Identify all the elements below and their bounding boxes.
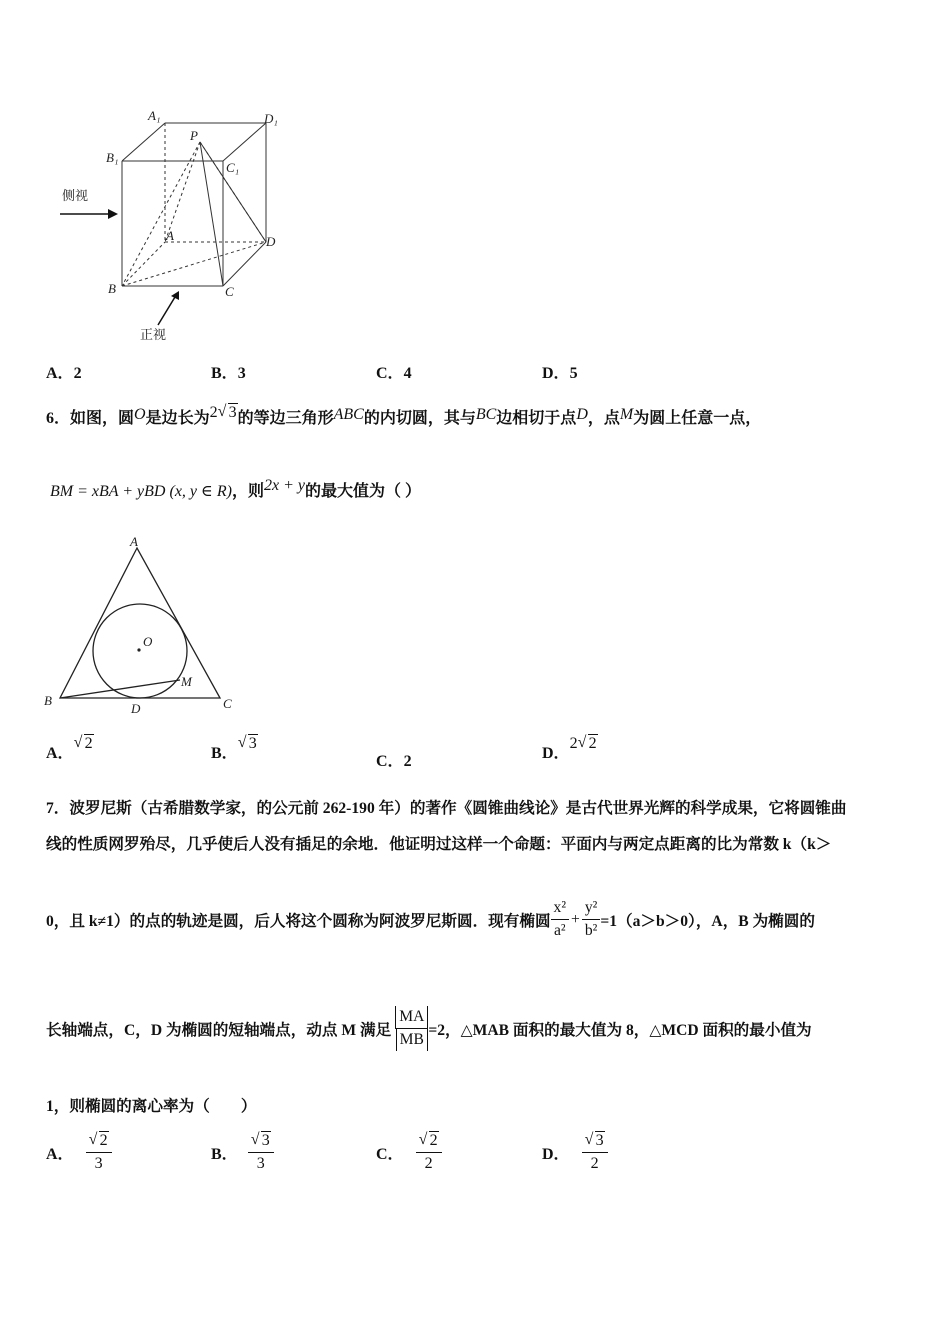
option-value: 2 [73,365,82,382]
edge-B1A1 [122,123,165,161]
label-C: C [225,284,234,299]
front-view-arrowhead [171,291,179,300]
q6-text: ，点 [587,410,620,427]
q7-line-5: 1，则椭圆的离心率为（ ） [46,1098,257,1115]
q7-line-2: 线的性质网罗殆尽，几乎使后人没有插足的余地．他证明过这样一个命题：平面内与两定点距离的比为常数 k（k＞ [46,836,832,853]
q7-line-4 [46,1006,812,1051]
q5-option-c[interactable] [376,360,412,383]
option-letter: B． [211,365,238,382]
option-letter: A． [46,745,74,762]
q6-point-d: D [576,406,588,423]
option-letter: C． [376,753,404,770]
q6-text: ，则 [231,483,264,500]
option-value: 4 [403,365,412,382]
option-value: √ $\frac{3}{3}$ [248,1130,274,1175]
q6-text: 的内切圆，其与 [363,410,476,427]
label-A1: A₁ [148,108,161,123]
q6-text: 为圆上任意一点， [633,410,762,427]
q6-option-c[interactable] [376,748,412,771]
q6-option-d[interactable] [542,735,598,763]
q7-text: 长轴端点，C，D 为椭圆的短轴端点，动点 M 满足 [46,1021,392,1039]
option-letter: A． [46,365,74,382]
side-view-label: 侧视 [62,188,89,203]
label-D: D [266,234,276,249]
option-value: 5 [569,365,578,382]
option-letter: D． [542,745,570,762]
q7-option-c[interactable] [376,1130,442,1175]
q6-line-1 [46,405,761,428]
label-A: A [166,228,174,243]
q6-option-a[interactable] [46,735,94,763]
hidden-edge-BA [122,242,165,286]
fig6-label-d: D [131,701,141,716]
edge-PD-solid [200,142,266,242]
ellipse-x-term: $\frac{\text{x²}}{\text{a²}}$ [551,897,569,942]
q6-abc: ABC [333,406,364,423]
q5-option-a[interactable] [46,360,82,383]
option-value: √ $\frac{2}{2}$ [416,1130,442,1175]
q6-bc: BC [475,406,497,423]
q7-option-d[interactable] [542,1130,608,1175]
q6-text: 6．如图，圆 [46,410,135,427]
q7-option-a[interactable] [46,1130,112,1175]
option-value: 2√ 2 [570,735,598,752]
q6-text: 的等边三角形 [237,410,334,427]
hidden-edge-PB [122,142,200,286]
option-value: √ $\frac{3}{2}$ [582,1130,608,1175]
q6-circle-o: O [134,406,146,423]
front-view-label: 正视 [140,327,167,342]
q6-option-b[interactable] [211,735,258,763]
side-view-arrowhead [108,209,118,219]
option-letter: C． [376,365,404,382]
fig6-label-m: M [181,674,192,689]
option-value: 2 [403,753,412,770]
fig6-label-o: O [143,634,153,649]
option-letter: C． [376,1146,404,1163]
triangle-abc [60,548,220,698]
label-C1: C₁ [226,160,240,175]
option-letter: A． [46,1146,74,1163]
q7-line-3 [46,897,815,942]
hidden-edge-PA [165,142,200,242]
segment-bm [60,680,180,698]
q6-text: 边相切于点 [496,410,577,427]
fig6-label-c: C [223,696,232,711]
q7-option-b[interactable] [211,1130,274,1175]
q7-text: 0，且 k≠1）的点的轨迹是圆，后人将这个圆称为阿波罗尼斯圆．现有椭圆 [46,912,551,930]
edge-C1D1 [223,123,266,161]
q5-option-d[interactable] [542,360,578,383]
edge-PC [200,142,223,286]
ellipse-y-term: $\frac{\text{y²}}{\text{b²}}$ [582,897,600,942]
q6-text: 是边长为 [145,410,210,427]
label-P: P [190,128,198,143]
ratio-ma-mb: $\frac{MA}{MB}$ [395,1006,428,1051]
option-value: 3 [237,365,246,382]
option-letter: D． [542,365,570,382]
label-D1: D₁ [264,111,278,126]
q6-point-m: M [619,406,634,423]
cube-pyramid-figure [40,100,300,350]
plus-sign: + [571,910,580,928]
label-B: B [108,281,116,296]
q5-option-b[interactable] [211,360,246,383]
label-B1: B₁ [106,150,119,165]
q6-target-expression: 2x + y [263,477,305,494]
option-value: √ 2 [74,735,94,752]
option-letter: B． [211,745,238,762]
fig6-label-b: B [44,693,52,708]
q7-text: =1（a＞b＞0），A，B 为椭圆的 [600,912,815,930]
q7-text: =2，△MAB 面积的最大值为 8，△MCD 面积的最小值为 [428,1021,812,1039]
option-letter: D． [542,1146,570,1163]
option-value: √ 3 [238,735,258,752]
option-letter: B． [211,1146,238,1163]
q6-side-length: 2√ 3 [210,404,238,421]
q7-line-1: 7．波罗尼斯（古希腊数学家，的公元前 262-190 年）的著作《圆锥曲线论》是古代世界光辉的科学成果，它将圆锥曲 [46,800,847,817]
q6-vector-expression: BM = xBA + yBD (x, y ∈ R) [50,483,232,500]
center-dot-o [137,648,140,651]
incircle-triangle-figure [40,530,250,720]
fig6-label-a: A [130,534,138,549]
q6-text: 的最大值为（ ） [304,483,421,500]
front-view-arrow [158,297,175,325]
option-value: √ $\frac{2}{3}$ [86,1130,112,1175]
q6-line-2 [50,478,421,501]
